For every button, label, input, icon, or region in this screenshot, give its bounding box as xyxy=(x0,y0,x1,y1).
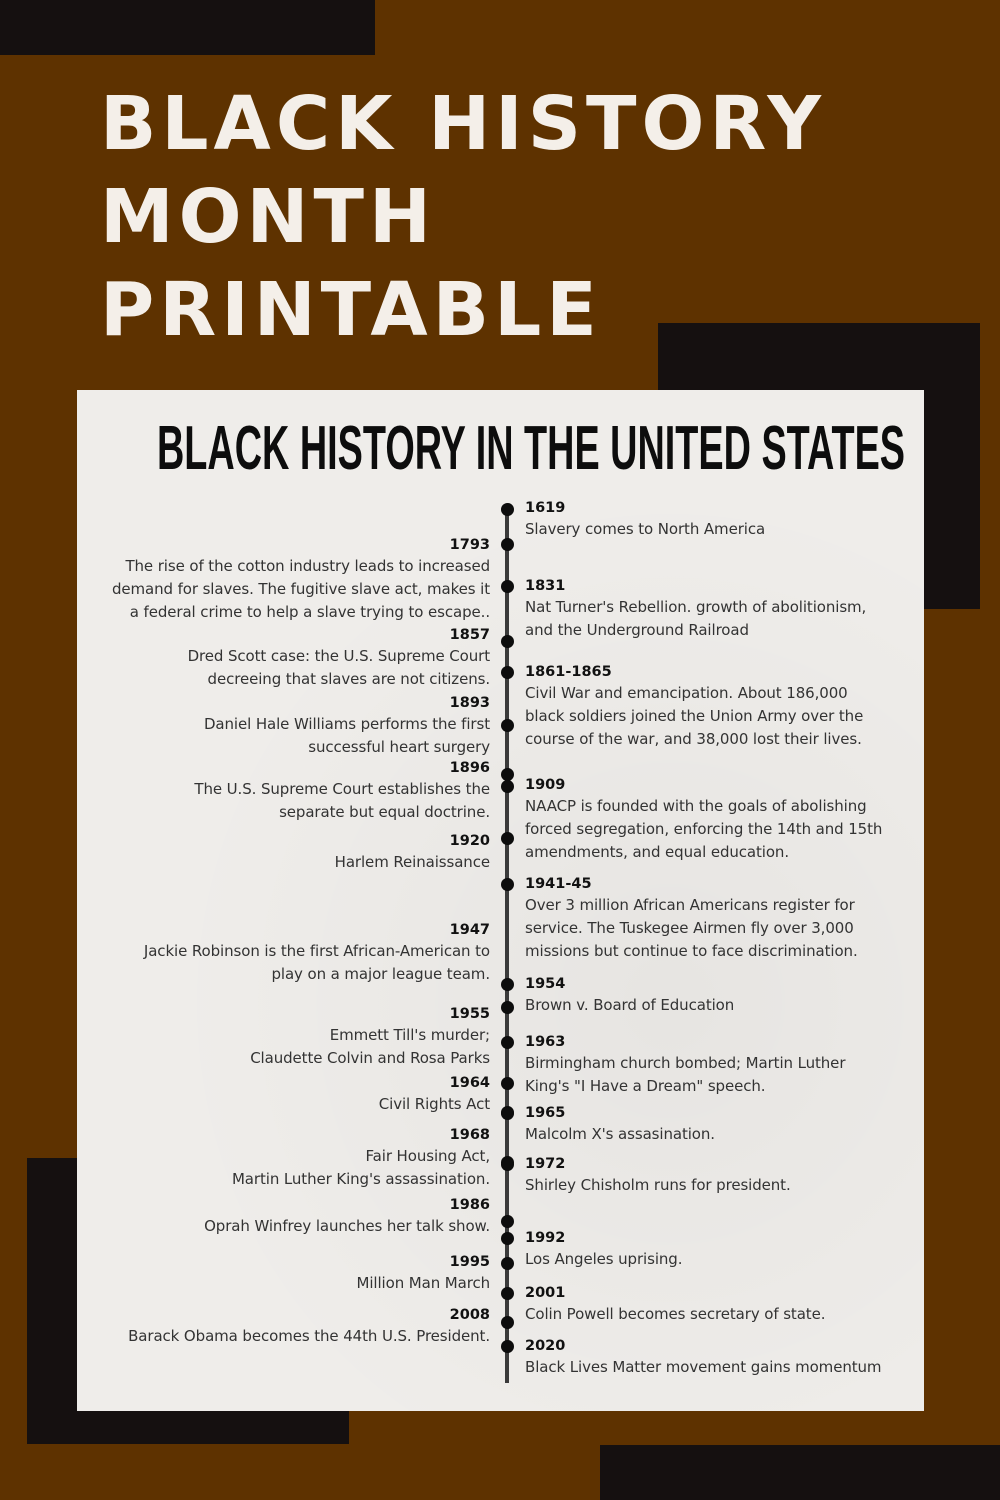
card-title: BLACK HISTORY IN THE UNITED STATES xyxy=(157,414,906,483)
pin-title-line: MONTH xyxy=(100,174,436,260)
timeline-dot xyxy=(501,832,514,845)
timeline-event-right xyxy=(525,974,734,1017)
event-description-line: demand for slaves. The fugitive slave act, makes it xyxy=(111,580,490,598)
timeline-event-left xyxy=(232,1125,490,1191)
timeline-dot xyxy=(501,1287,514,1300)
event-description xyxy=(379,1093,490,1116)
timeline-event-right xyxy=(525,662,863,751)
event-description-line: Oprah Winfrey launches her talk show. xyxy=(204,1217,490,1235)
event-description xyxy=(525,1248,682,1271)
event-description xyxy=(525,1303,825,1326)
event-description xyxy=(250,1024,490,1070)
event-description-line: Civil War and emancipation. About 186,000 xyxy=(525,684,848,702)
event-description-line: Million Man March xyxy=(356,1274,490,1292)
event-description-line: The rise of the cotton industry leads to increased xyxy=(125,557,490,575)
event-description-line: play on a major league team. xyxy=(271,965,490,983)
decor-block-top-left xyxy=(0,0,375,55)
event-description-line: Shirley Chisholm runs for president. xyxy=(525,1176,791,1194)
timeline-event-left xyxy=(188,625,490,691)
event-year: 1896 xyxy=(449,760,490,776)
timeline-event-right xyxy=(525,1283,825,1326)
event-description-line: Jackie Robinson is the first African-American to xyxy=(143,942,490,960)
timeline-dot xyxy=(501,878,514,891)
event-year: 2001 xyxy=(525,1285,566,1301)
event-description xyxy=(525,1123,715,1146)
event-description-line: Brown v. Board of Education xyxy=(525,996,735,1014)
timeline-event-left xyxy=(144,920,490,986)
event-description xyxy=(188,645,490,691)
timeline-event-left xyxy=(204,1195,490,1238)
timeline-dot xyxy=(501,719,514,732)
timeline-dot xyxy=(501,503,514,516)
event-description xyxy=(204,1215,490,1238)
event-description-line: Slavery comes to North America xyxy=(525,520,766,538)
event-description-line: Malcolm X's assasination. xyxy=(525,1125,715,1143)
event-description-line: amendments, and equal education. xyxy=(525,843,790,861)
timeline-event-right xyxy=(525,576,866,642)
event-description-line: separate but equal doctrine. xyxy=(279,803,490,821)
event-description-line: Over 3 million African Americans register for xyxy=(525,896,855,914)
event-year: 1793 xyxy=(449,537,490,553)
event-description xyxy=(335,851,490,874)
event-description-line: service. The Tuskegee Airmen fly over 3,000 xyxy=(525,919,854,937)
event-description xyxy=(525,795,882,864)
event-description-line: successful heart surgery xyxy=(308,738,490,756)
timeline-dot xyxy=(501,1107,514,1120)
event-year: 1619 xyxy=(525,500,566,516)
event-description xyxy=(128,1325,490,1348)
event-year: 1941-45 xyxy=(525,876,592,892)
event-description-line: black soldiers joined the Union Army over the xyxy=(525,707,864,725)
event-year: 1831 xyxy=(525,578,566,594)
timeline-dot xyxy=(501,580,514,593)
event-year: 1955 xyxy=(449,1006,490,1022)
event-description xyxy=(357,1272,491,1295)
timeline-dot xyxy=(501,780,514,793)
event-description-line: Martin Luther King's assassination. xyxy=(231,1170,490,1188)
pin-title-line: BLACK HISTORY xyxy=(100,81,826,167)
timeline-event-left xyxy=(250,1004,490,1070)
timeline-event-left xyxy=(128,1305,490,1348)
event-description-line: Colin Powell becomes secretary of state. xyxy=(525,1305,826,1323)
event-description xyxy=(525,894,858,963)
event-description-line: NAACP is founded with the goals of abolishing xyxy=(525,797,867,815)
timeline-event-right xyxy=(525,1032,845,1098)
event-description xyxy=(112,555,490,624)
event-description-line: Daniel Hale Williams performs the first xyxy=(203,715,490,733)
timeline-event-left xyxy=(204,693,490,759)
timeline-event-right xyxy=(525,1336,881,1379)
event-description-line: forced segregation, enforcing the 14th and 15th xyxy=(525,820,883,838)
event-description-line: King's "I Have a Dream" speech. xyxy=(525,1077,766,1095)
event-year: 1857 xyxy=(449,627,490,643)
timeline-event-right xyxy=(525,498,765,541)
event-description xyxy=(525,596,866,642)
event-description-line: Black Lives Matter movement gains momentum xyxy=(525,1358,882,1376)
event-description-line: decreeing that slaves are not citizens. xyxy=(207,670,490,688)
event-description-line: Civil Rights Act xyxy=(378,1095,490,1113)
event-year: 1965 xyxy=(525,1105,566,1121)
event-year: 1893 xyxy=(449,695,490,711)
event-description xyxy=(232,1145,490,1191)
timeline-event-right xyxy=(525,1103,715,1146)
event-year: 1972 xyxy=(525,1156,566,1172)
event-year: 1947 xyxy=(449,922,490,938)
event-year: 1920 xyxy=(449,833,490,849)
event-year: 1995 xyxy=(449,1254,490,1270)
timeline-event-left xyxy=(357,1252,491,1295)
event-description-line: a federal crime to help a slave trying to escape.. xyxy=(129,603,490,621)
event-year: 1954 xyxy=(525,976,566,992)
event-year: 2008 xyxy=(449,1307,490,1323)
event-description-line: The U.S. Supreme Court establishes the xyxy=(194,780,490,798)
event-description-line: Birmingham church bombed; Martin Luther xyxy=(525,1054,846,1072)
event-description-line: Fair Housing Act, xyxy=(365,1147,490,1165)
event-description xyxy=(525,518,765,541)
timeline-event-left xyxy=(379,1073,490,1116)
event-description xyxy=(525,682,863,751)
timeline-event-right xyxy=(525,1228,682,1271)
timeline-dot xyxy=(501,1232,514,1245)
event-description xyxy=(194,778,490,824)
timeline-dot xyxy=(501,1215,514,1228)
event-description-line: Dred Scott case: the U.S. Supreme Court xyxy=(187,647,490,665)
event-description-line: Nat Turner's Rebellion. growth of abolitionism, xyxy=(525,598,867,616)
event-description-line: Los Angeles uprising. xyxy=(525,1250,683,1268)
event-year: 1963 xyxy=(525,1034,566,1050)
timeline-event-right xyxy=(525,775,882,864)
pin-title xyxy=(100,78,960,357)
event-description xyxy=(525,1356,881,1379)
timeline-event-left xyxy=(194,758,490,824)
event-year: 1968 xyxy=(449,1127,490,1143)
timeline-dot xyxy=(501,1036,514,1049)
timeline-dot xyxy=(501,1158,514,1171)
timeline-event-right xyxy=(525,1154,791,1197)
timeline-dot xyxy=(501,1316,514,1329)
timeline-dot xyxy=(501,768,514,781)
event-year: 1992 xyxy=(525,1230,566,1246)
timeline-dot xyxy=(501,978,514,991)
event-description-line: and the Underground Railroad xyxy=(525,621,749,639)
event-description-line: Emmett Till's murder; xyxy=(329,1026,490,1044)
event-description-line: course of the war, and 38,000 lost their lives. xyxy=(525,730,862,748)
pin-title-line: PRINTABLE xyxy=(100,267,602,353)
event-year: 1986 xyxy=(449,1197,490,1213)
timeline-dot xyxy=(501,1257,514,1270)
event-description xyxy=(525,1052,845,1098)
timeline-dot xyxy=(501,1001,514,1014)
timeline-dot xyxy=(501,1340,514,1353)
event-description xyxy=(144,940,490,986)
timeline-dot xyxy=(501,666,514,679)
timeline-event-left xyxy=(335,831,490,874)
event-description xyxy=(525,1174,791,1197)
timeline-card xyxy=(77,390,924,1411)
event-description xyxy=(525,994,734,1017)
event-description-line: Harlem Reinaissance xyxy=(334,853,490,871)
event-year: 2020 xyxy=(525,1338,566,1354)
event-year: 1909 xyxy=(525,777,566,793)
timeline-dot xyxy=(501,538,514,551)
event-description-line: missions but continue to face discrimination. xyxy=(525,942,858,960)
event-description xyxy=(204,713,490,759)
event-year: 1964 xyxy=(449,1075,490,1091)
timeline-event-left xyxy=(112,535,490,624)
event-year: 1861-1865 xyxy=(525,664,612,680)
timeline-event-right xyxy=(525,874,858,963)
timeline-dot xyxy=(501,635,514,648)
event-description-line: Claudette Colvin and Rosa Parks xyxy=(250,1049,490,1067)
event-description-line: Barack Obama becomes the 44th U.S. President. xyxy=(128,1327,490,1345)
timeline-dot xyxy=(501,1077,514,1090)
decor-block-bottom-right xyxy=(600,1445,1000,1500)
